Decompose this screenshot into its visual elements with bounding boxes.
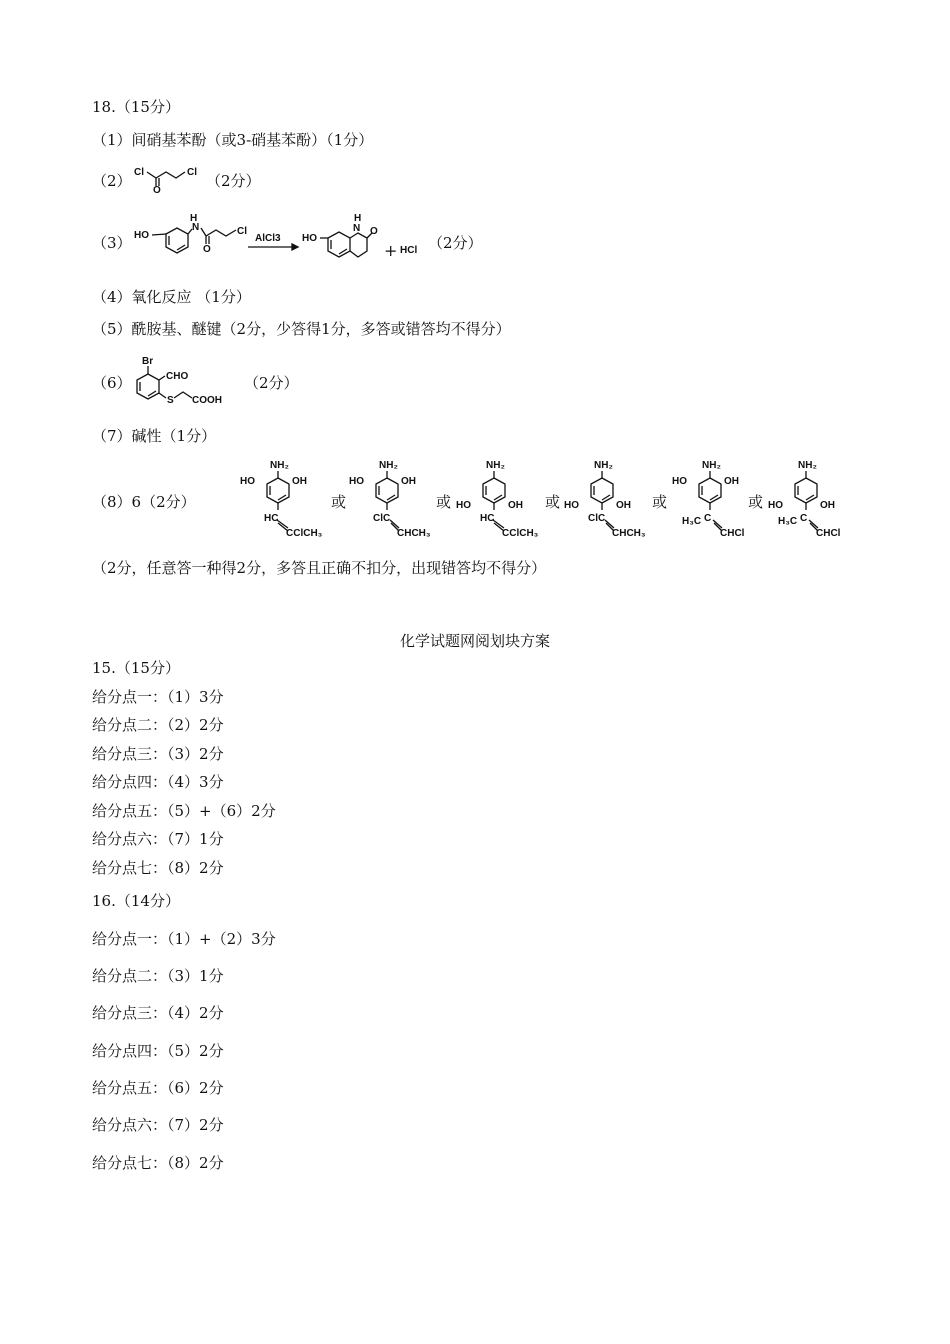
svg-text:NH₂: NH₂: [379, 460, 398, 471]
q16-point: 给分点四：（5）2分: [92, 1042, 224, 1060]
svg-text:OH: OH: [401, 476, 416, 487]
svg-text:H₃C: H₃C: [682, 516, 702, 527]
svg-text:NH₂: NH₂: [486, 460, 505, 471]
svg-text:HO: HO: [456, 500, 471, 511]
or-3: 或: [545, 493, 561, 511]
q15-point: 给分点三：（3）2分: [92, 745, 224, 763]
svg-text:OH: OH: [724, 476, 739, 487]
svg-text:HO: HO: [672, 476, 687, 487]
q15-point: 给分点五：（5）+（6）2分: [92, 802, 276, 820]
isomer-structure-6: [764, 458, 846, 542]
svg-text:Cl: Cl: [134, 167, 144, 178]
svg-text:Br: Br: [142, 356, 154, 367]
svg-text:CClCH₃: CClCH₃: [502, 528, 539, 539]
svg-text:HO: HO: [134, 230, 149, 241]
svg-text:H: H: [354, 213, 362, 224]
reagent-label: AlCl3: [255, 233, 281, 244]
q18-answer-2-score: （2分）: [206, 172, 261, 190]
svg-text:CHCl: CHCl: [720, 528, 745, 539]
svg-text:NH₂: NH₂: [702, 460, 721, 471]
q15-point: 给分点六：（7）1分: [92, 830, 224, 848]
svg-text:ClC: ClC: [588, 513, 606, 524]
svg-text:OH: OH: [616, 500, 631, 511]
scheme-title: 化学试题网阅划块方案: [399, 632, 550, 650]
svg-text:NH₂: NH₂: [594, 460, 613, 471]
svg-text:OH: OH: [820, 500, 835, 511]
q16-point: 给分点六：（7）2分: [92, 1116, 224, 1134]
svg-text:C: C: [800, 513, 808, 524]
q16-point: 给分点一：（1）+（2）3分: [92, 930, 276, 948]
q18-answer-6-num: （6）: [92, 374, 132, 392]
svg-text:CHO: CHO: [166, 371, 189, 382]
svg-text:CHCl: CHCl: [816, 528, 841, 539]
svg-text:O: O: [370, 226, 378, 237]
isomer-structure-4: [560, 458, 652, 542]
svg-text:H₃C: H₃C: [778, 516, 798, 527]
amide-reactant-structure: [130, 212, 250, 268]
q16-title: 16.（14分）: [92, 892, 180, 910]
q15-point: 给分点二：（2）2分: [92, 716, 224, 734]
q15-point: 给分点一：（1）3分: [92, 688, 224, 706]
svg-text:CHCH₃: CHCH₃: [612, 528, 646, 539]
svg-text:HC: HC: [480, 513, 495, 524]
svg-text:HO: HO: [768, 500, 783, 511]
q18-answer-3-num: （3）: [92, 234, 132, 252]
or-4: 或: [652, 493, 668, 511]
svg-text:NH₂: NH₂: [270, 460, 289, 471]
q18-answer-2-num: （2）: [92, 172, 132, 190]
svg-text:HCl: HCl: [400, 245, 418, 256]
q15-point: 给分点七：（8）2分: [92, 859, 224, 877]
bromo-aldehyde-structure: [128, 354, 243, 410]
svg-text:HO: HO: [240, 476, 255, 487]
svg-text:OH: OH: [508, 500, 523, 511]
isomer-structure-1: [236, 458, 332, 542]
svg-text:O: O: [203, 244, 211, 255]
or-2: 或: [436, 493, 452, 511]
svg-text:S: S: [167, 395, 174, 406]
q15-title: 15.（15分）: [92, 659, 180, 677]
q18-answer-4: （4）氧化反应 （1分）: [92, 288, 251, 306]
svg-text:NH₂: NH₂: [798, 460, 817, 471]
svg-text:COOH: COOH: [192, 395, 222, 406]
svg-text:HC: HC: [264, 513, 279, 524]
svg-text:N: N: [353, 223, 361, 234]
q16-point: 给分点二：（3）1分: [92, 967, 224, 985]
q18-answer-7: （7）碱性（1分）: [92, 427, 217, 445]
lactam-product-structure: [300, 212, 385, 268]
isomer-structure-5: [668, 458, 750, 542]
isomer-structure-3: [452, 458, 548, 542]
q16-point: 给分点三：（4）2分: [92, 1004, 224, 1022]
svg-text:HO: HO: [564, 500, 579, 511]
svg-text:CClCH₃: CClCH₃: [286, 528, 323, 539]
q16-point: 给分点七：（8）2分: [92, 1154, 224, 1172]
acyl-chloride-structure: [130, 160, 205, 196]
svg-text:H: H: [190, 213, 198, 224]
svg-text:C: C: [704, 513, 712, 524]
svg-text:Cl: Cl: [187, 167, 197, 178]
svg-text:N: N: [192, 222, 200, 233]
q18-answer-8-note: （2分，任意答一种得2分，多答且正确不扣分，出现错答均不得分）: [92, 559, 547, 577]
svg-text:CHCH₃: CHCH₃: [397, 528, 431, 539]
q18-title: 18.（15分）: [92, 98, 180, 116]
svg-text:HO: HO: [302, 233, 317, 244]
q18-answer-1: （1）间硝基苯酚（或3-硝基苯酚）（1分）: [92, 131, 374, 149]
svg-text:ClC: ClC: [373, 513, 391, 524]
plus-sign: +: [384, 241, 398, 260]
or-5: 或: [748, 493, 764, 511]
q16-point: 给分点五：（6）2分: [92, 1079, 224, 1097]
reaction-arrow: [246, 230, 300, 256]
svg-text:OH: OH: [292, 476, 307, 487]
q18-answer-8-num: （8）6（2分）: [92, 493, 196, 511]
q18-answer-3-score: （2分）: [428, 234, 483, 252]
svg-text:HO: HO: [349, 476, 364, 487]
svg-text:O: O: [153, 185, 161, 196]
q15-point: 给分点四：（4）3分: [92, 773, 224, 791]
q18-answer-5: （5）酰胺基、醚键（2分，少答得1分，多答或错答均不得分）: [92, 320, 511, 338]
hcl-label: [398, 241, 428, 257]
or-1: 或: [331, 493, 347, 511]
svg-text:Cl: Cl: [237, 226, 247, 237]
q18-answer-6-score: （2分）: [244, 374, 299, 392]
isomer-structure-2: [345, 458, 437, 542]
